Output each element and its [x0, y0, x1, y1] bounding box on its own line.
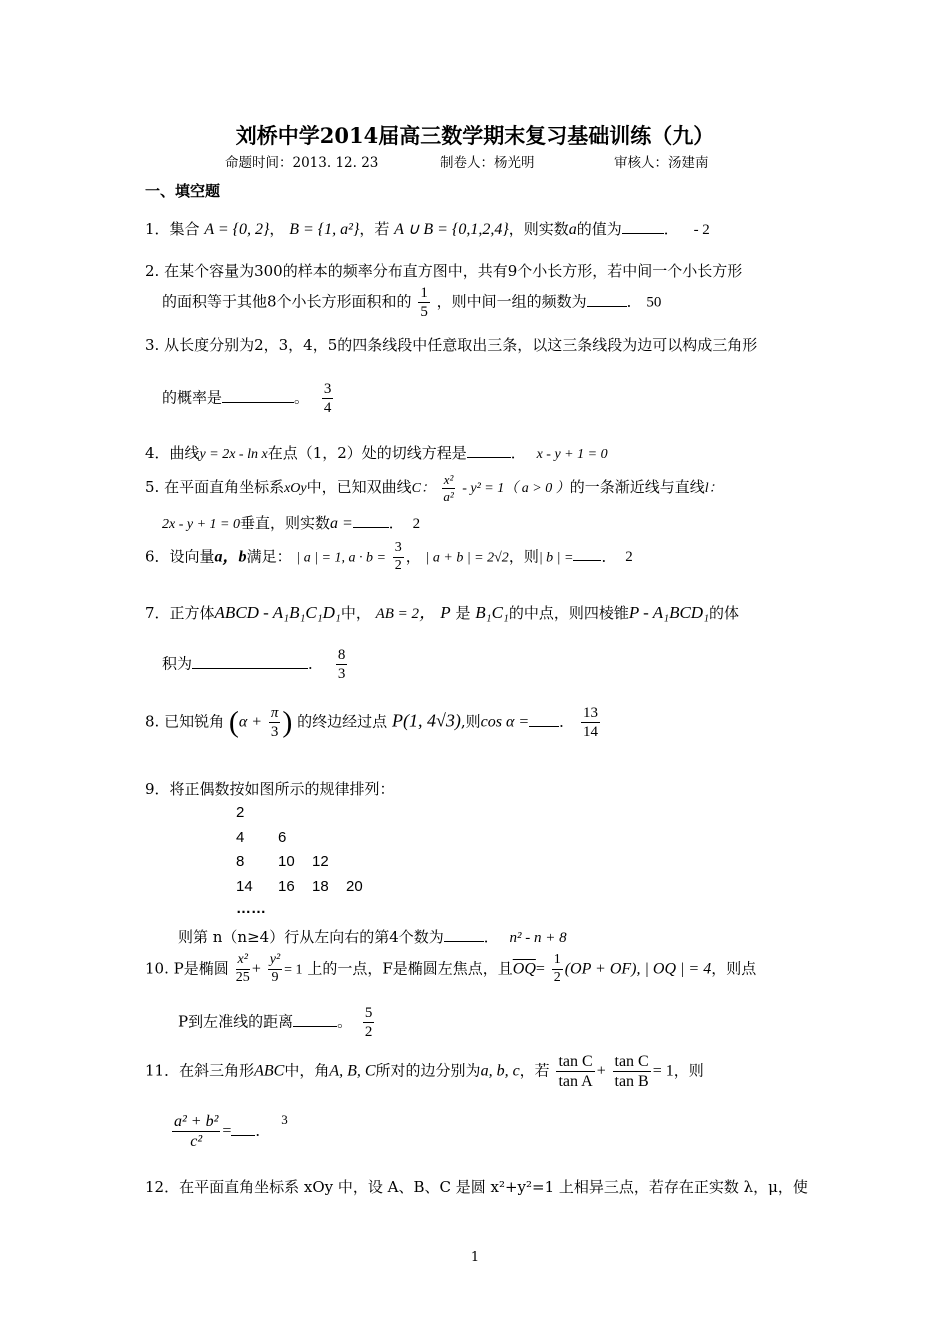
q7-is: 是 — [455, 604, 471, 622]
q1-if: ，若 — [359, 220, 390, 238]
q8-cos: cos α = — [480, 713, 530, 731]
q7-line2-text: 积为 — [162, 654, 193, 673]
q9-row-4 — [236, 878, 363, 895]
q11-text: 中，角 — [284, 1061, 330, 1080]
q4-blank — [467, 456, 511, 458]
q5-answer: 2 — [412, 516, 421, 532]
q7-label: 7．正方体 — [145, 604, 215, 622]
q3-text: 的概率是 — [162, 388, 223, 407]
question-4 — [145, 442, 608, 463]
q1-sep: ， — [269, 220, 285, 238]
q5-fraction — [442, 472, 456, 504]
q7-ab: AB = 2 — [375, 606, 420, 622]
q7-mid: 中， — [340, 604, 371, 622]
q5-frac-num: x² — [443, 472, 454, 487]
q11-eq2: = — [222, 1122, 232, 1140]
q11-sides: a, b, c — [480, 1062, 520, 1080]
q1-set-b: B = {1, a²} — [289, 221, 360, 238]
question-2-line-2 — [162, 284, 661, 321]
q2-frac-den: 5 — [420, 304, 428, 320]
q6-b: | b | = — [538, 550, 574, 566]
q3-answer — [322, 380, 334, 417]
q8-label: 8. 已知锐角 — [145, 712, 225, 731]
q10-ans-num: 5 — [364, 1005, 373, 1021]
q11-label: 11．在斜三角形 — [145, 1061, 255, 1080]
q10-text-3: ，则点 — [711, 959, 757, 978]
question-7-line-1 — [145, 598, 739, 623]
q9-cell: 4 — [236, 829, 245, 846]
question-10-line-2 — [178, 1004, 376, 1041]
q11-then: ，则 — [673, 1061, 704, 1080]
q10-f2-num: y² — [268, 952, 282, 970]
q9-row-3 — [236, 853, 329, 870]
q5-eq: - y² = 1 — [462, 481, 505, 497]
q1-rest: ，则实数 — [508, 220, 569, 238]
q9-ask: 则第 n（n≥4）行从左向右的第4个数为 — [178, 928, 444, 946]
question-3-line-1: 3. 从长度分别为2，3，4，5的四条线段中任意取出三条，以这三条线段为边可以构成三角形 — [145, 336, 758, 354]
q5-dot: ． — [388, 514, 404, 532]
q1-dot: ． — [663, 220, 679, 238]
q9-cell: 18 — [312, 878, 329, 895]
q10-label: 10. P是椭圆 — [145, 959, 229, 978]
q8-pi: π — [270, 705, 279, 721]
q6-fraction — [393, 540, 404, 575]
q6-frac-den: 2 — [394, 557, 402, 573]
q8-blank — [529, 725, 559, 727]
q11-t1-den: tan A — [558, 1073, 593, 1091]
q6-dot: ． — [601, 547, 617, 566]
question-9: 9．将正偶数按如图所示的规律排列： — [145, 780, 395, 798]
q10-frac-x — [236, 952, 250, 987]
q10-half-num: 1 — [552, 952, 563, 970]
q6-cond-1: | a | = 1, a · b = — [296, 550, 386, 566]
q8-pi-den: 3 — [270, 724, 279, 740]
q4-text: 在点（1，2）处的切线方程是 — [267, 444, 467, 462]
q10-f1-den: 25 — [235, 969, 250, 985]
q11-t2-num: tan C — [613, 1052, 651, 1072]
q5-line-l: l： — [704, 481, 723, 497]
q7-cube: ABCD - A₁B₁C₁D₁ — [214, 603, 341, 622]
q2-frac-num: 1 — [420, 285, 428, 301]
q2-text-b: ，则中间一组的频数为 — [436, 292, 587, 311]
q4-curve: y = 2x - ln x — [199, 447, 268, 462]
q6-sep: ， — [405, 547, 421, 566]
q1-union: A ∪ B = {0,1,2,4} — [394, 221, 509, 238]
q9-row-2 — [236, 829, 286, 846]
q9-row-1 — [236, 804, 244, 821]
q5-xoy: xOy — [284, 481, 307, 497]
q8-angle: α + — [238, 713, 263, 731]
q3-ans-den: 4 — [323, 400, 332, 416]
creation-time: 命题时间：2013. 12. 23 — [225, 155, 379, 171]
q11-expr-den: c² — [190, 1133, 203, 1151]
q6-cond-2: | a + b | = 2√2 — [425, 550, 509, 566]
q3-blank — [222, 401, 294, 403]
q6-text: 满足： — [246, 547, 292, 566]
document-title: 刘桥中学2014届高三数学期末复习基础训练（九） — [235, 123, 715, 148]
q6-blank — [573, 559, 601, 561]
q10-line2-text: P到左准线的距离 — [178, 1012, 294, 1031]
q10-end: 。 — [337, 1012, 353, 1031]
q9-cell: 2 — [236, 804, 245, 821]
question-3-line-2 — [162, 380, 335, 417]
question-5-line-2 — [162, 512, 420, 533]
q9-question — [178, 926, 567, 947]
q11-expr — [172, 1112, 220, 1151]
q7-p: ， P — [419, 603, 451, 622]
q11-angles: A, B, C — [329, 1062, 376, 1080]
question-12: 12．在平面直角坐标系 xOy 中，设 A、B、C 是圆 x²+y²=1 上相异三点，若存在正实数 λ，μ，使 — [145, 1178, 808, 1196]
q11-dot: ． — [255, 1121, 271, 1140]
q11-frac-1 — [556, 1052, 594, 1091]
q2-answer: 50 — [646, 294, 662, 311]
q11-text-3: 所对的边分别为 — [375, 1061, 481, 1080]
q9-answer: n² - n + 8 — [509, 930, 567, 946]
q1-answer: - 2 — [693, 222, 710, 238]
q8-ans-num: 13 — [582, 705, 598, 721]
q6-frac-num: 3 — [393, 540, 404, 558]
q8-answer — [581, 704, 600, 741]
q3-ans-num: 3 — [323, 381, 332, 397]
q10-half-den: 2 — [553, 969, 561, 985]
q4-answer: x - y + 1 = 0 — [536, 447, 608, 462]
q5-blank — [353, 526, 389, 528]
section-title: 一、填空题 — [145, 182, 221, 200]
question-2-line-1: 2. 在某个容量为300的样本的频率分布直方图中，共有9个小长方形，若中间一个小长方形 — [145, 262, 743, 280]
q5-line-eq: 2x - y + 1 = 0 — [162, 517, 240, 532]
q7-text: 的中点，则四棱锥 — [508, 604, 629, 622]
q5-text-4: 垂直，则实数 — [239, 514, 330, 532]
q9-cell: 16 — [278, 878, 295, 895]
author: 制卷人：杨光明 — [440, 155, 535, 171]
q5-text: 中，已知双曲线 — [306, 478, 412, 497]
q6-answer: 2 — [625, 549, 633, 566]
q8-point: P(1, 4√3) — [391, 710, 461, 731]
q11-text-4: ，若 — [519, 1061, 550, 1080]
q5-text-3: 的一条渐近线与直线 — [569, 478, 705, 497]
q10-ans-den: 2 — [364, 1024, 373, 1040]
q2-fraction — [418, 284, 430, 321]
question-6 — [145, 540, 633, 575]
q4-dot: ． — [510, 444, 526, 462]
q11-blank — [231, 1134, 255, 1136]
q10-f2-den: 9 — [271, 969, 279, 985]
q1-blank — [622, 232, 664, 234]
q8-paren-close: ) — [282, 705, 293, 739]
question-11-line-1: 11．在斜三角形ABC中，角A, B, C所对的边分别为a, b, c，若 $\frac{\text{tan C}}{\text{tan A}}$ + $\frac{\text{tan C}}{\text{tan B}}$ = 1，则 — [145, 1053, 704, 1091]
q7-blank — [192, 667, 308, 669]
question-10-line-1 — [145, 952, 756, 987]
q11-abc: ABC — [254, 1062, 285, 1080]
q11-answer: 3 — [281, 1112, 288, 1127]
q9-blank — [444, 940, 484, 942]
question-7-line-2 — [162, 646, 349, 683]
q2-blank — [587, 305, 627, 307]
q9-ellipsis: …… — [236, 900, 266, 917]
q9-dot: ． — [483, 928, 499, 946]
q10-eq2: = — [535, 960, 545, 978]
q9-cell: 10 — [278, 853, 295, 870]
q9-cell: 20 — [346, 878, 363, 895]
q6-vectors: a，b — [214, 548, 247, 566]
q1-set-a: A = {0, 2} — [204, 221, 270, 238]
q9-cell: 6 — [278, 829, 287, 846]
question-5-line-1 — [145, 472, 723, 504]
q9-cell: 12 — [312, 853, 329, 870]
q9-cell: 14 — [236, 878, 253, 895]
q10-text: 上的一点，F是椭圆左焦点，且 — [307, 959, 513, 978]
question-1 — [145, 218, 710, 239]
q8-then: ,则 — [460, 712, 481, 731]
q8-dot: ． — [559, 712, 575, 731]
q11-expr-num: a² + b² — [172, 1112, 220, 1132]
q7-dot: ． — [308, 654, 324, 673]
q10-f1-num: x² — [236, 952, 250, 970]
q7-b1c1: B₁C₁ — [475, 603, 509, 622]
q11-frac-2 — [613, 1052, 651, 1091]
q10-plus: + — [251, 960, 261, 978]
reviewer: 审核人：汤建南 — [614, 155, 709, 171]
q11-eq: = 1 — [652, 1062, 674, 1080]
q5-frac-den: a² — [443, 488, 454, 504]
q8-pi-fraction — [269, 704, 281, 741]
q5-c: C： — [411, 481, 435, 497]
q7-text-3: 的体 — [708, 604, 739, 622]
q5-cond: （ a > 0 ） — [504, 481, 570, 497]
question-8 — [145, 704, 602, 741]
q8-ans-den: 14 — [582, 724, 598, 740]
q11-t1-num: tan C — [556, 1052, 594, 1072]
q4-label: 4．曲线 — [145, 444, 200, 462]
q2-dot: ． — [626, 292, 642, 311]
q10-half — [552, 952, 563, 987]
q10-blank — [293, 1025, 337, 1027]
q9-cell: 8 — [236, 853, 245, 870]
q1-label: 1．集合 — [145, 220, 200, 238]
q3-end: 。 — [294, 388, 310, 407]
page-number: 1 — [470, 1250, 480, 1265]
q6-label: 6．设向量 — [145, 547, 215, 566]
q11-t2-den: tan B — [614, 1073, 649, 1091]
q10-eq1: = 1 — [284, 962, 303, 978]
q7-ans-den: 3 — [337, 666, 346, 682]
q10-frac-y — [268, 952, 282, 987]
q7-pyramid: P - A₁BCD₁ — [628, 603, 709, 622]
q2-text: 的面积等于其他8个小长方形面积和的 — [162, 292, 412, 311]
q10-sum: (OP + OF), | OQ | = 4 — [564, 960, 712, 978]
q7-ans-num: 8 — [337, 647, 346, 663]
q5-a: a = — [330, 515, 353, 532]
q6-then: ，则 — [508, 547, 539, 566]
q10-answer — [363, 1004, 375, 1041]
q1-var: a — [568, 221, 577, 238]
q8-paren-open: ( — [228, 705, 239, 739]
q10-oq: $\overline{OQ}$ — [512, 960, 536, 978]
q5-label: 5. 在平面直角坐标系 — [145, 478, 285, 497]
q8-text: 的终边经过点 — [297, 712, 388, 731]
question-11-line-2 — [170, 1112, 288, 1151]
q1-tail: 的值为 — [576, 220, 622, 238]
q9-row-5 — [236, 900, 266, 917]
q7-answer — [336, 646, 348, 683]
